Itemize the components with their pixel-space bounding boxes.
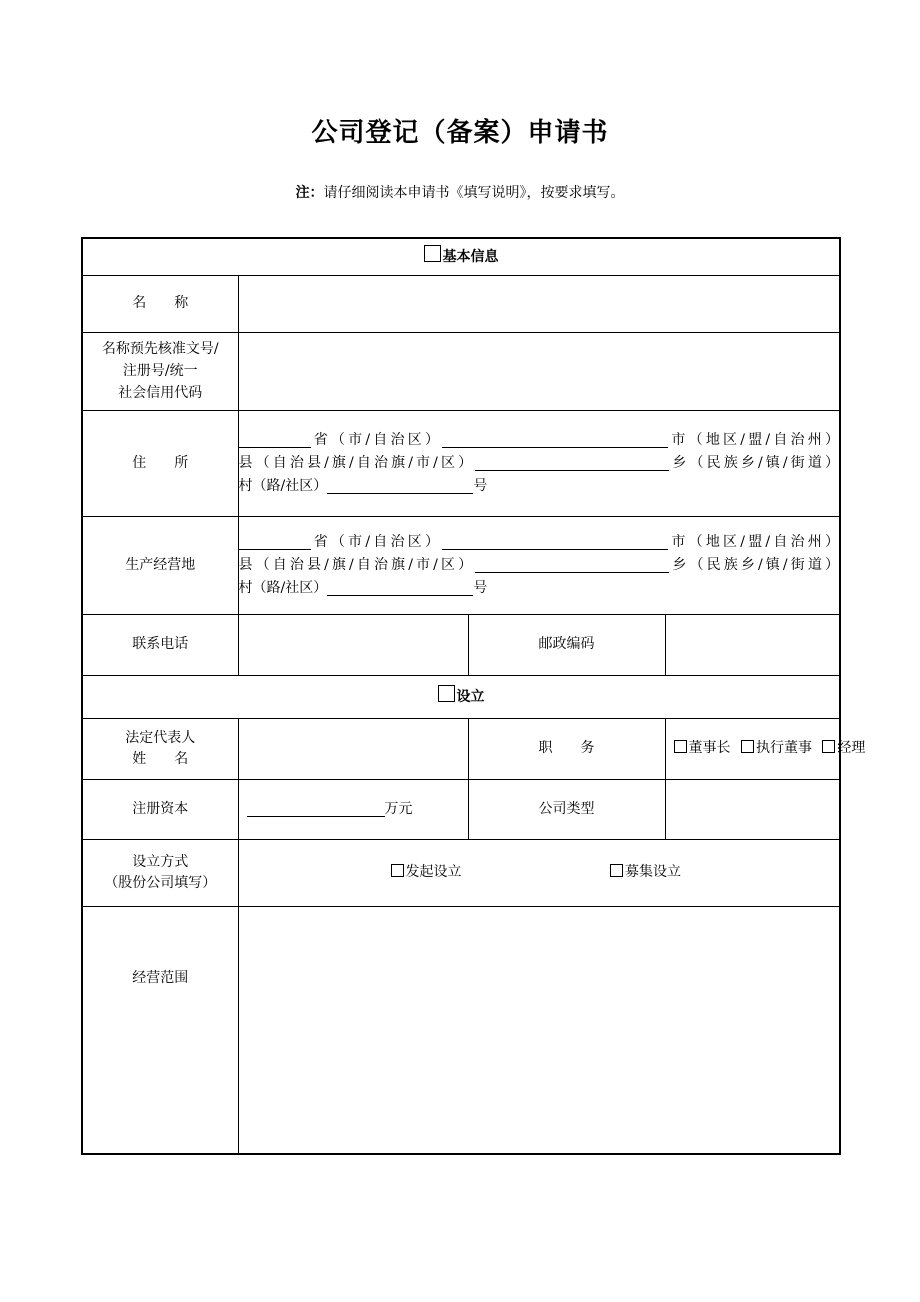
note-prefix: 注： <box>295 185 324 201</box>
position-options <box>665 718 866 779</box>
province-blank[interactable] <box>239 532 311 550</box>
application-form <box>81 237 866 1155</box>
scope-label: 经营范围 <box>82 906 238 1154</box>
postal-field[interactable] <box>665 614 840 675</box>
exec-director-checkbox[interactable]: 执行董事 <box>741 740 812 756</box>
production-label: 生产经营地 <box>82 516 238 614</box>
section-basic-info[interactable]: 基本信息 <box>82 238 840 275</box>
code-label: 名称预先核准文号/ 注册号/统一 社会信用代码 <box>82 332 238 410</box>
chairman-checkbox[interactable]: 董事长 <box>674 740 731 756</box>
township-blank[interactable] <box>475 453 669 471</box>
manager-checkbox[interactable]: 经理 <box>822 740 865 756</box>
method-options <box>238 839 840 906</box>
instruction-note <box>0 182 920 202</box>
section-checkbox[interactable] <box>424 245 441 262</box>
legal-rep-label: 法定代表人 姓 名 <box>82 718 238 779</box>
capital-field[interactable]: 万元 <box>238 779 468 839</box>
company-type-field[interactable] <box>665 779 840 839</box>
method-label: 设立方式 （股份公司填写） <box>82 839 238 906</box>
scope-field[interactable] <box>238 906 840 1154</box>
number-blank[interactable] <box>327 476 473 494</box>
city-blank[interactable] <box>442 532 668 550</box>
number-blank[interactable] <box>327 578 473 596</box>
phone-label: 联系电话 <box>82 614 238 675</box>
company-type-label: 公司类型 <box>468 779 665 839</box>
address-field[interactable]: 省（市/自治区） 市（地区/盟/自治州） 县（自治县/旗/自治旗/市/区） 乡（民族乡/镇/街道） 村（路/社区） 号 <box>238 410 840 516</box>
address-label: 住 所 <box>82 410 238 516</box>
note-text: 请仔细阅读本申请书《填写说明》，按要求填写。 <box>323 185 625 201</box>
section-checkbox[interactable] <box>438 685 455 702</box>
production-field[interactable]: 省（市/自治区） 市（地区/盟/自治州） 县（自治县/旗/自治旗/市/区） 乡（民族乡/镇/街道） 村（路/社区） 号 <box>238 516 840 614</box>
page-title: 公司登记（备案）申请书 <box>311 118 609 148</box>
phone-field[interactable] <box>238 614 468 675</box>
code-field[interactable] <box>238 332 840 410</box>
name-label: 名 称 <box>82 275 238 332</box>
raising-checkbox[interactable]: 募集设立 <box>610 861 681 884</box>
legal-rep-field[interactable] <box>238 718 468 779</box>
promotion-checkbox[interactable]: 发起设立 <box>391 861 462 884</box>
name-field[interactable] <box>238 275 840 332</box>
postal-label: 邮政编码 <box>468 614 665 675</box>
city-blank[interactable] <box>442 430 668 448</box>
township-blank[interactable] <box>475 555 669 573</box>
capital-label: 注册资本 <box>82 779 238 839</box>
position-label: 职 务 <box>468 718 665 779</box>
province-blank[interactable] <box>239 430 311 448</box>
section-establish[interactable]: 设立 <box>82 675 840 718</box>
capital-blank[interactable] <box>247 799 385 817</box>
